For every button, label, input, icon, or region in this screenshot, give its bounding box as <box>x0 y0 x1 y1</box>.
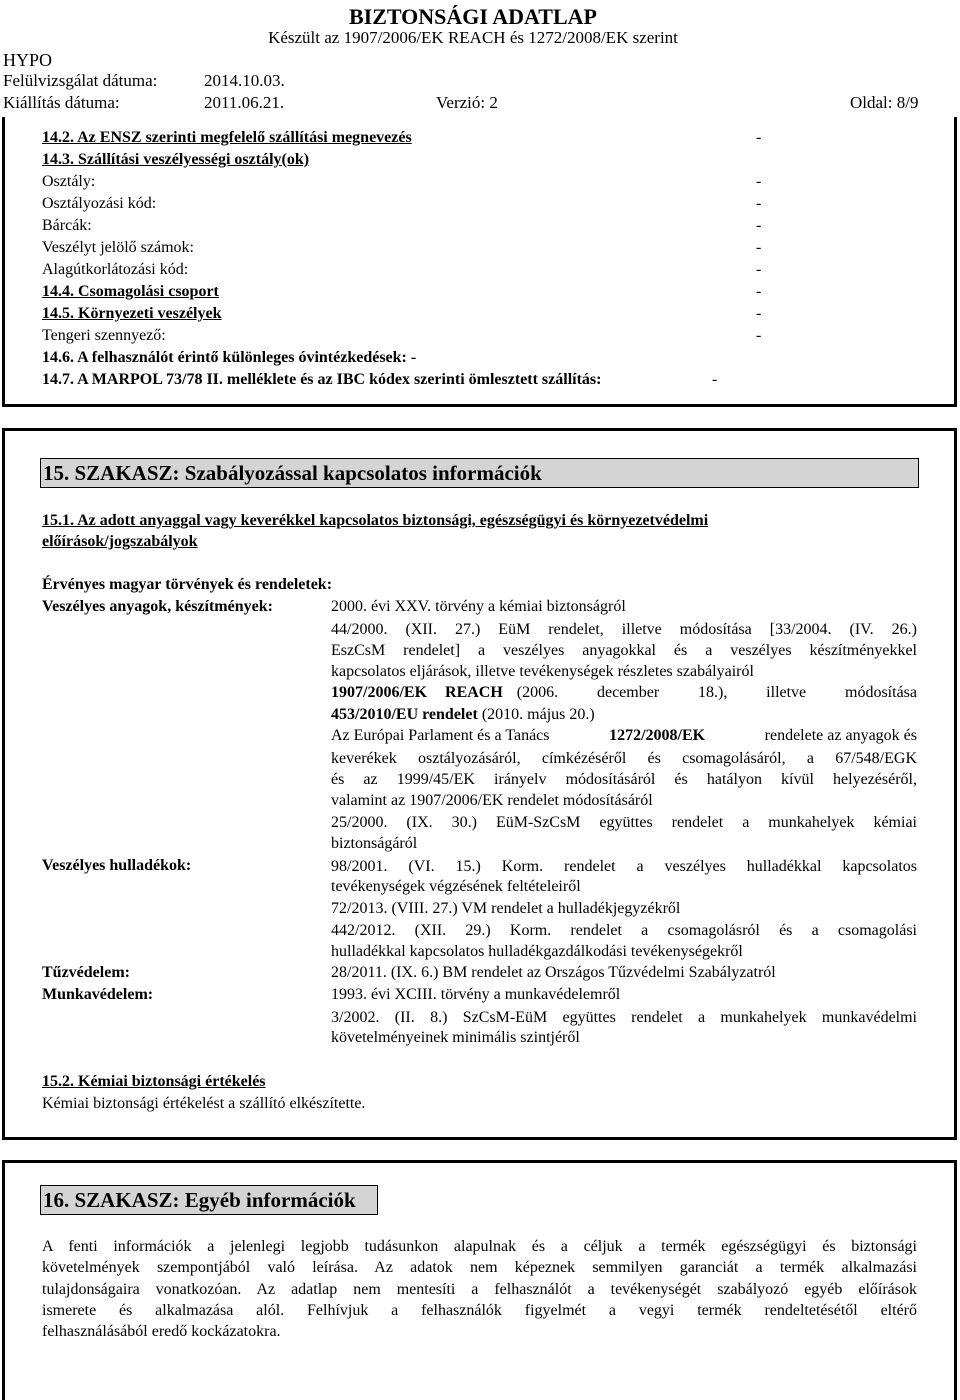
law-line: 25/2000. (IX. 30.) EüM-SzCsM együttes rendelet a munkahelyek kémiai <box>331 814 917 831</box>
law-line: 98/2001. (VI. 15.) Korm. rendelet a veszélyes hulladékkal kapcsolatos <box>331 858 917 875</box>
law-line: EszCsM rendelet] a veszélyes anyagokkal és a veszélyes készítményekkel <box>331 642 917 659</box>
law-line: tevékenységek végzésének feltételeiről <box>331 878 581 895</box>
law-line: valamint az 1907/2006/EK rendelet módosításáról <box>331 792 653 809</box>
marine-pollutant-label: Tengeri szennyező: <box>42 327 166 344</box>
classification-code-label: Osztályozási kód: <box>42 195 157 212</box>
law-line: hulladékkal kapcsolatos hulladékgazdálkodási tevékenységekről <box>331 943 743 960</box>
revision-date: 2014.10.03. <box>204 71 285 90</box>
valid-laws-heading: Érvényes magyar törvények és rendeletek: <box>42 576 333 593</box>
marine-pollutant-value: - <box>756 327 762 344</box>
law-line: 3/2002. (II. 8.) SzCsM-EüM együttes rendelet a munkahelyek munkavédelmi <box>331 1009 917 1026</box>
law-line: keverékek osztályozásáról, címkézéséről és csomagolásáról, a 67/548/EGK <box>331 750 917 767</box>
law-line: biztonságáról <box>331 835 418 852</box>
sub-14-6-heading: 14.6. A felhasználót érintő különleges óvintézkedések: - <box>42 349 417 366</box>
hazardous-waste-label: Veszélyes hulladékok: <box>42 857 192 874</box>
labels-value: - <box>756 217 762 234</box>
sub-14-5-heading: 14.5. Környezeti veszélyek <box>42 305 222 322</box>
law-line: 44/2000. (XII. 27.) EüM rendelet, illetve módosítása [33/2004. (IV. 26.) <box>331 621 917 638</box>
revision-date-label: Felülvizsgálat dátuma: <box>3 71 158 90</box>
sub-14-2-heading: 14.2. Az ENSZ szerinti megfelelő szállítási megnevezés <box>42 129 412 146</box>
paragraph-line: tulajdonságaira vonatkozóan. Az adatlap nem mentesíti a felhasználót a tevékenységét szabályozó egyéb előírások <box>42 1281 917 1298</box>
eu-regulation-453: 453/2010/EU rendelet <box>331 706 478 723</box>
hazard-numbers-label: Veszélyt jelölő számok: <box>42 239 194 256</box>
clp-regulation: 1272/2008/EK <box>609 727 706 744</box>
hazardous-substances-label: Veszélyes anyagok, készítmények: <box>42 598 273 615</box>
sub-15-1-heading-line2: előírások/jogszabályok <box>42 533 198 550</box>
product-name: HYPO <box>3 50 53 70</box>
sub-14-7-value: - <box>712 371 718 388</box>
section-15-title: 15. SZAKASZ: Szabályozással kapcsolatos információk <box>40 458 919 488</box>
paragraph-line: követelmények szempontjából való leírása. Az adatok nem képeznek semmilyen garanciát a termék alkalmazási <box>42 1259 917 1276</box>
class-value: - <box>756 173 762 190</box>
section-16-title: 16. SZAKASZ: Egyéb információk <box>40 1185 378 1215</box>
eu-regulation-453-date: (2010. május 20.) <box>481 706 595 723</box>
sub-14-3-heading: 14.3. Szállítási veszélyességi osztály(ok) <box>42 151 310 168</box>
class-label: Osztály: <box>42 173 96 190</box>
tunnel-code-value: - <box>756 261 762 278</box>
sub-14-7-heading: 14.7. A MARPOL 73/78 II. melléklete és az IBC kódex szerinti ömlesztett szállítás: <box>42 371 602 388</box>
law-line: 72/2013. (VIII. 27.) VM rendelet a hulladékjegyzékről <box>331 900 681 917</box>
law-line: 442/2012. (XII. 29.) Korm. rendelet a csomagolásról és a csomagolási <box>331 922 917 939</box>
sub-14-2-value: - <box>756 129 762 146</box>
sub-14-4-value: - <box>756 283 762 300</box>
law-line: és az 1999/45/EK irányelv módosításáról és hatályon kívül helyezéséről, <box>331 771 917 788</box>
law-line: 1993. évi XCIII. törvény a munkavédelemről <box>331 986 621 1003</box>
paragraph-line: A fenti információk a jelenlegi legjobb tudásunkon alapulnak és a céljuk a termék egészségügyi és biztonsági <box>42 1238 917 1255</box>
law-line: követelményeinek minimális szintjéről <box>331 1029 580 1046</box>
reach-regulation: 1907/2006/EK REACH <box>331 684 503 701</box>
occupational-safety-label: Munkavédelem: <box>42 986 154 1003</box>
reach-regulation-text: (2006. december 18.), illetve módosítása <box>516 684 917 701</box>
sub-15-1-heading-line1: 15.1. Az adott anyaggal vagy keverékkel kapcsolatos biztonsági, egészségügyi és környezetvédelmi <box>42 512 709 529</box>
issue-date-label: Kiállítás dátuma: <box>3 93 120 112</box>
sub-14-5-value: - <box>756 305 762 322</box>
hazard-numbers-value: - <box>756 239 762 256</box>
tunnel-code-label: Alagútkorlátozási kód: <box>42 261 189 278</box>
classification-code-value: - <box>756 195 762 212</box>
law-line: 2000. évi XXV. törvény a kémiai biztonságról <box>331 598 626 615</box>
law-line: 28/2011. (IX. 6.) BM rendelet az Országos Tűzvédelmi Szabályzatról <box>331 964 776 981</box>
document-subtitle: Készült az 1907/2006/EK REACH és 1272/2008/EK szerint <box>268 28 678 47</box>
page-number: Oldal: 8/9 <box>850 93 919 112</box>
law-line <box>331 683 917 703</box>
paragraph-line: felhasználásából eredő kockázatokra. <box>42 1323 281 1340</box>
labels-label: Bárcák: <box>42 217 92 234</box>
document-title: BIZTONSÁGI ADATLAP <box>349 4 597 29</box>
sub-15-2-heading: 15.2. Kémiai biztonsági értékelés <box>42 1073 266 1090</box>
law-line <box>331 705 595 725</box>
law-line: kapcsolatos eljárások, illetve tevékenységek részletes szabályairól <box>331 663 754 680</box>
issue-date: 2011.06.21. <box>204 93 285 112</box>
sub-15-2-text: Kémiai biztonsági értékelést a szállító elkészítette. <box>42 1095 366 1112</box>
law-text: Az Európai Parlament és a Tanács <box>331 727 550 744</box>
version: Verzió: 2 <box>436 93 498 112</box>
sub-14-4-heading: 14.4. Csomagolási csoport <box>42 283 219 300</box>
law-line <box>331 726 917 746</box>
fire-protection-label: Tűzvédelem: <box>42 964 130 981</box>
law-text: rendelete az anyagok és <box>764 727 917 744</box>
paragraph-line: ismerete és alkalmazása alól. Felhívjuk a felhasználók figyelmét a vegyi termék rendeltetésétől eltérő <box>42 1302 917 1319</box>
